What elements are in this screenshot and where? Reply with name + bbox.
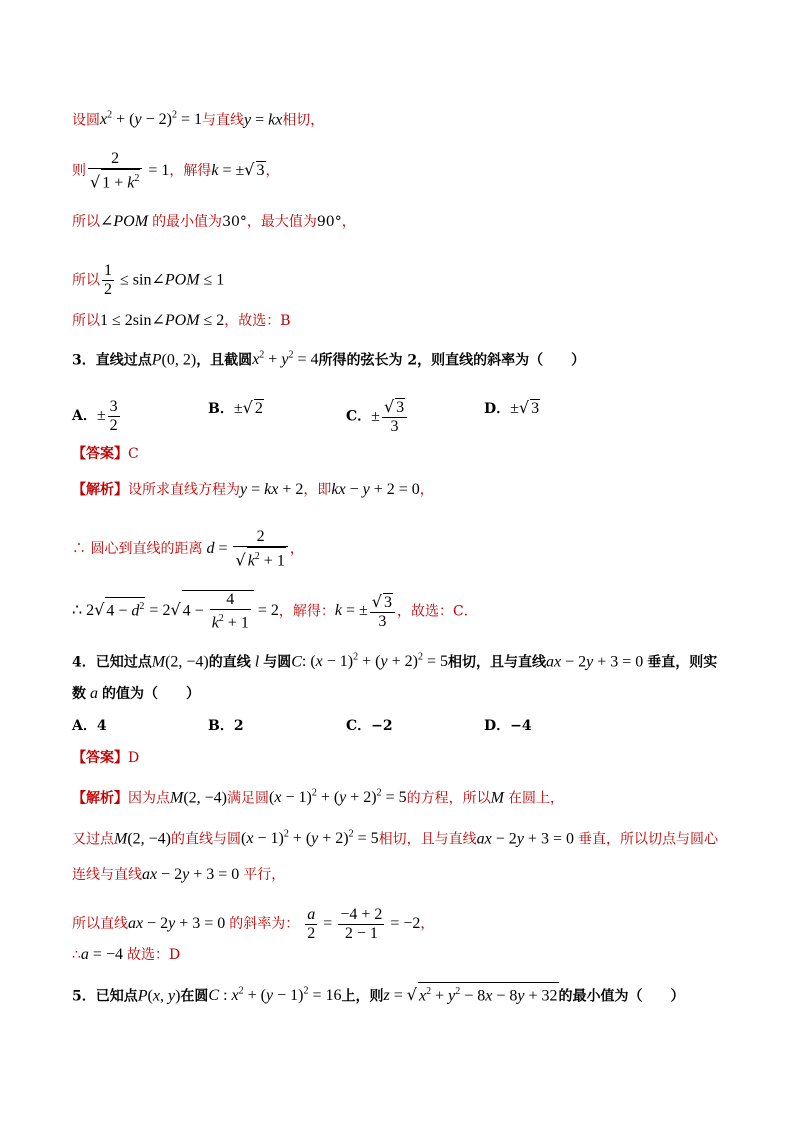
question-5: 5．已知点P(x, y)在圆C : $x^2 + (y - 1)^2 = 16$上，则z = √ $x^2 + y^2 - 8x - 8y + 32$的最小值为（ ） — [72, 982, 685, 1006]
q3-option-a: A．± $\frac{3}{2}$ — [72, 398, 118, 434]
q4-answer: 【答案】D — [72, 750, 140, 766]
question-4-line-1: 4．已知过点M(2, −4)的直线 l 与圆C: $(x - 1)^2 + (y + 2)^2 = 5$相切，且与直线ax − 2y + 3 = 0 垂直，则实 — [72, 652, 718, 671]
q4-analysis-1: 【解析】因为点M(2, −4)满足圆$(x - 1)^2 + (y + 2)^2 = 5$的方程，所以M 在圆上， — [72, 788, 564, 807]
q4-option-a: A．4 — [72, 718, 107, 734]
q3-option-c: C．± $\frac{√ 3}{3}$ — [346, 398, 409, 436]
q3-answer: 【答案】C — [72, 446, 139, 462]
question-3: 3．直线过点P(0, 2)，且截圆$x^2 + y^2 = 4$所得的弦长为 2，则直线的斜率为（ ） — [72, 350, 586, 369]
q3-option-b: B．±√ 2 — [208, 398, 263, 417]
q3-option-d: D．±√ 3 — [484, 398, 540, 417]
solution-line-2: 则 $\frac{2}{√ 1 + k^2}$ = 1，解得k = ±√ 3， — [72, 150, 280, 192]
q4-option-d: D．−4 — [484, 718, 532, 734]
q3-analysis-1: 【解析】设所求直线方程为y = kx + 2，即kx − y + 2 = 0， — [72, 481, 434, 498]
q4-analysis-5: ∴a = −4 故选：D — [72, 946, 181, 963]
q3-analysis-2: ∴ 圆心到直线的距离 d = $\frac{2}{√ k^2 + 1}$ ， — [72, 528, 304, 570]
solution-line-3: 所以∠POM 的最小值为30°，最大值为90°， — [72, 213, 356, 230]
solution-line-4: 所以 $\frac{1}{2}$ ≤ sin∠POM ≤ 1 — [72, 262, 225, 298]
q4-analysis-3: 连线与直线ax − 2y + 3 = 0 平行， — [72, 866, 286, 883]
solution-line-1: 设圆$x^2 + (y - 2)^2 = 1$与直线y = kx相切， — [72, 110, 325, 129]
solution-line-5: 所以1 ≤ 2sin∠POM ≤ 2，故选：B — [72, 312, 291, 329]
q4-option-c: C．−2 — [346, 718, 393, 734]
fraction: $\frac{2}{√ 1 + k^2}$ — [88, 150, 142, 192]
q4-option-b: B．2 — [208, 718, 244, 734]
q3-analysis-3: ∴ 2√ $4 - d^2 = 2√$ 4 − $\frac{4}{k^2 + 1}$ = 2，解得：k = ± $\frac{√ 3}{3}$ ，故选：C． — [72, 591, 478, 632]
q4-analysis-2: 又过点M(2, −4)的直线与圆$(x - 1)^2 + (y + 2)^2 = 5$相切，且与直线ax − 2y + 3 = 0 垂直，所以切点与圆心 — [72, 829, 718, 848]
question-4-line-2: 数 a 的值为（ ） — [72, 685, 200, 702]
q4-analysis-4: 所以直线ax − 2y + 3 = 0 的斜率为： $\frac{a}{2}$ = $\frac{-4 + 2}{2 - 1}$ = −2， — [72, 906, 435, 942]
